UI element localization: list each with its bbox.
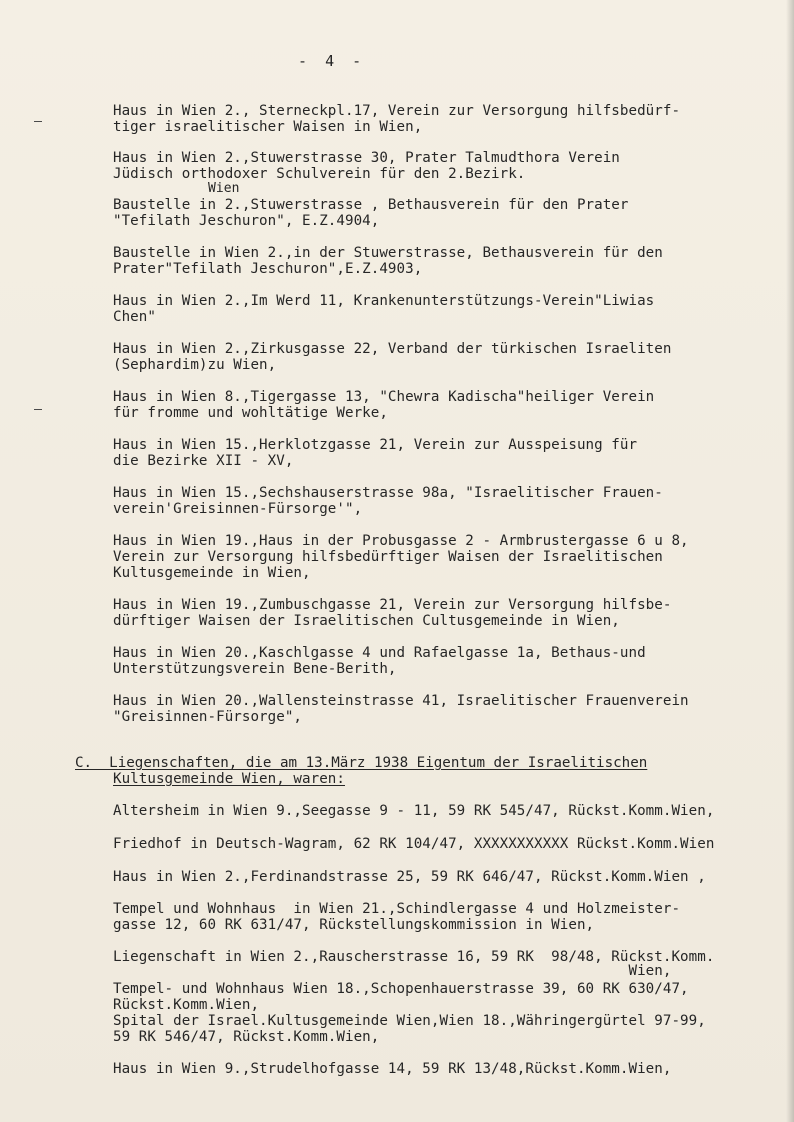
entry-line: Haus in Wien 19.,Zumbuschgasse 21, Verein zur Versorgung hilfsbe-	[113, 597, 672, 613]
entry-line: Chen"	[113, 309, 156, 325]
entry-line: "Tefilath Jeschuron", E.Z.4904,	[113, 213, 380, 229]
section-c-heading-continued: Kultusgemeinde Wien, waren:	[113, 771, 345, 787]
entry-line: tiger israelitischer Waisen in Wien,	[113, 119, 423, 135]
entry-line: Haus in Wien 15.,Herklotzgasse 21, Verein zur Ausspeisung für	[113, 437, 638, 453]
property-line: 59 RK 546/47, Rückst.Komm.Wien,	[113, 1029, 380, 1045]
entry-line: Haus in Wien 20.,Wallensteinstrasse 41, Israelitischer Frauenverein	[113, 693, 689, 709]
entry-line: Haus in Wien 2.,Im Werd 11, Krankenunterstützungs-Verein"Liwias	[113, 293, 655, 309]
entry-line: Prater"Tefilath Jeschuron",E.Z.4903,	[113, 261, 423, 277]
property-line: Liegenschaft in Wien 2.,Rauscherstrasse 16, 59 RK 98/48, Rückst.Komm.	[113, 949, 715, 965]
property-line: Spital der Israel.Kultusgemeinde Wien,Wien 18.,Währingergürtel 97-99,	[113, 1013, 706, 1029]
entry-line: dürftiger Waisen der Israelitischen Cultusgemeinde in Wien,	[113, 613, 620, 629]
property-line: Haus in Wien 9.,Strudelhofgasse 14, 59 RK 13/48,Rückst.Komm.Wien,	[113, 1061, 672, 1077]
property-line: Tempel und Wohnhaus in Wien 21.,Schindlergasse 4 und Holzmeister-	[113, 901, 681, 917]
entry-line: für fromme und wohltätige Werke,	[113, 405, 388, 421]
margin-mark	[34, 409, 42, 410]
entry-line: die Bezirke XII - XV,	[113, 453, 294, 469]
property-line: Wien,	[113, 963, 672, 979]
entry-line: "Greisinnen-Fürsorge",	[113, 709, 303, 725]
property-line: gasse 12, 60 RK 631/47, Rückstellungskommission in Wien,	[113, 917, 595, 933]
entry-line: verein'Greisinnen-Fürsorge'",	[113, 501, 363, 517]
property-line: Tempel- und Wohnhaus Wien 18.,Schopenhauerstrasse 39, 60 RK 630/47,	[113, 981, 689, 997]
entry-line: Haus in Wien 2., Sterneckpl.17, Verein zur Versorgung hilfsbedürf-	[113, 103, 681, 119]
entry-line: (Sephardim)zu Wien,	[113, 357, 277, 373]
entry-line: Kultusgemeinde in Wien,	[113, 565, 311, 581]
entry-line: Unterstützungsverein Bene-Berith,	[113, 661, 397, 677]
entry-line: Jüdisch orthodoxer Schulverein für den 2.Bezirk.	[113, 166, 526, 182]
entry-line: Haus in Wien 2.,Zirkusgasse 22, Verband der türkischen Israeliten	[113, 341, 672, 357]
page-edge-shadow	[786, 0, 794, 1122]
page-number: - 4 -	[298, 52, 362, 70]
margin-mark	[34, 121, 42, 122]
entry-line: Haus in Wien 19.,Haus in der Probusgasse 2 - Armbrustergasse 6 u 8,	[113, 533, 689, 549]
entry-line: Baustelle in Wien 2.,in der Stuwerstrasse, Bethausverein für den	[113, 245, 663, 261]
property-line: Friedhof in Deutsch-Wagram, 62 RK 104/47, XXXXXXXXXXX Rückst.Komm.Wien	[113, 836, 715, 852]
property-line: Haus in Wien 2.,Ferdinandstrasse 25, 59 RK 646/47, Rückst.Komm.Wien ,	[113, 869, 706, 885]
entry-insertion: Wien	[208, 181, 240, 196]
entry-line: Baustelle in 2.,Stuwerstrasse , Bethausverein für den Prater	[113, 197, 629, 213]
property-line: Altersheim in Wien 9.,Seegasse 9 - 11, 59 RK 545/47, Rückst.Komm.Wien,	[113, 803, 715, 819]
entry-line: Verein zur Versorgung hilfsbedürftiger Waisen der Israelitischen	[113, 549, 663, 565]
entry-line: Haus in Wien 8.,Tigergasse 13, "Chewra Kadischa"heiliger Verein	[113, 389, 655, 405]
section-c-heading: C. Liegenschaften, die am 13.März 1938 Eigentum der Israelitischen	[75, 755, 648, 771]
entry-line: Haus in Wien 2.,Stuwerstrasse 30, Prater Talmudthora Verein	[113, 150, 620, 166]
entry-line: Haus in Wien 20.,Kaschlgasse 4 und Rafaelgasse 1a, Bethaus-und	[113, 645, 646, 661]
entry-line: Haus in Wien 15.,Sechshauserstrasse 98a, "Israelitischer Frauen-	[113, 485, 663, 501]
property-line: Rückst.Komm.Wien,	[113, 997, 260, 1013]
